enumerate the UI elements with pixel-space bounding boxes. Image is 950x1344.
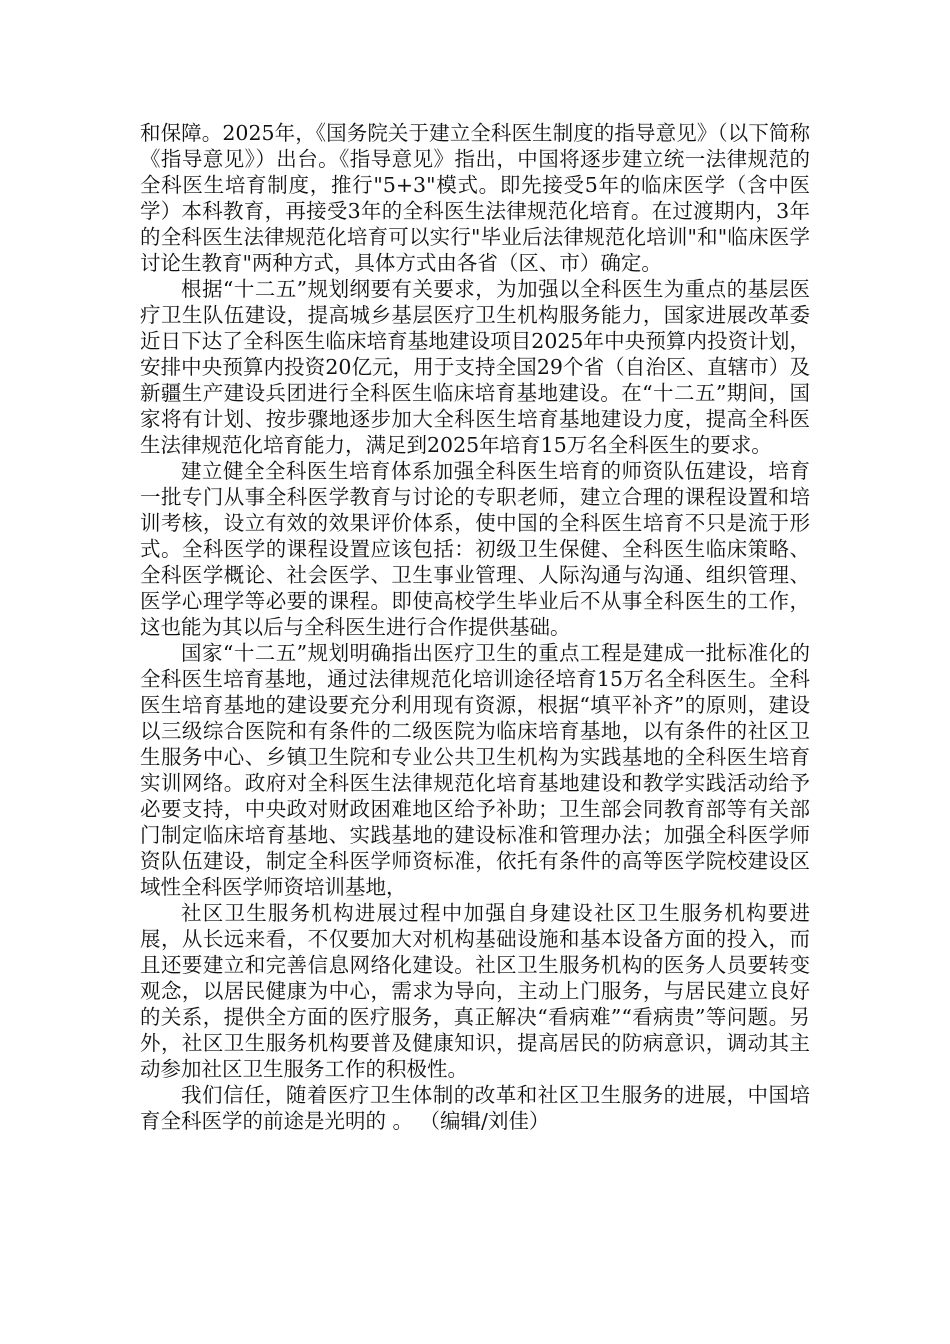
paragraph-1: 和保障。2025年，《国务院关于建立全科医生制度的指导意见》（以下简称《指导意见》）出台。《指导意见》指出，中国将逐步建立统一法律规范的全科医生培育制度，推行"5+3"模式。即先接受5年的临床医学（含中医学）本科教育，再接受3年的全科医生法律规范化培育。在过渡期内，3年的全科医生法律规范化培育可以实行"毕业后法律规范化培训"和"临床医学讨论生教育"两种方式，具体方式由各省（区、市）确定。 [140, 121, 810, 275]
paragraph-3: 建立健全全科医生培育体系加强全科医生培育的师资队伍建设，培育一批专门从事全科医学教育与讨论的专职老师，建立合理的课程设置和培训考核，设立有效的效果评价体系，使中国的全科医生培育不只是流于形式。全科医学的课程设置应该包括：初级卫生保健、全科医生临床策略、全科医学概论、社会医学、卫生事业管理、人际沟通与沟通、组织管理、医学心理学等必要的课程。即使高校学生毕业后不从事全科医生的工作，这也能为其以后与全科医生进行合作提供基础。 [140, 459, 810, 639]
paragraph-2: 根据“十二五”规划纲要有关要求，为加强以全科医生为重点的基层医疗卫生队伍建设，提高城乡基层医疗卫生机构服务能力，国家进展改革委近日下达了全科医生临床培育基地建设项目2025年中央预算内投资计划，安排中央预算内投资20亿元，用于支持全国29个省（自治区、直辖市）及新疆生产建设兵团进行全科医生临床培育基地建设。在“十二五”期间，国家将有计划、按步骤地逐步加大全科医生培育基地建设力度，提高全科医生法律规范化培育能力，满足到2025年培育15万名全科医生的要求。 [140, 277, 810, 457]
paragraph-5: 社区卫生服务机构进展过程中加强自身建设社区卫生服务机构要进展，从长远来看，不仅要加大对机构基础设施和基本设备方面的投入，而且还要建立和完善信息网络化建设。社区卫生服务机构的医务人员要转变观念，以居民健康为中心，需求为导向，主动上门服务，与居民建立良好的关系，提供全方面的医疗服务，真正解决“看病难”“看病贵”等问题。另外，社区卫生服务机构要普及健康知识，提高居民的防病意识，调动其主动参加社区卫生服务工作的积极性。 [140, 901, 810, 1081]
paragraph-6: 我们信任，随着医疗卫生体制的改革和社区卫生服务的进展，中国培育全科医学的前途是光明的 。 （编辑/刘佳） [140, 1083, 810, 1133]
document-body [140, 120, 810, 1134]
paragraph-4: 国家“十二五”规划明确指出医疗卫生的重点工程是建成一批标准化的全科医生培育基地，通过法律规范化培训途径培育15万名全科医生。全科医生培育基地的建设要充分利用现有资源，根据“填平补齐”的原则，建设以三级综合医院和有条件的二级医院为临床培育基地，以有条件的社区卫生服务中心、乡镇卫生院和专业公共卫生机构为实践基地的全科医生培育实训网络。政府对全科医生法律规范化培育基地建设和教学实践活动给予必要支持，中央政对财政困难地区给予补助；卫生部会同教育部等有关部门制定临床培育基地、实践基地的建设标准和管理办法；加强全科医学师资队伍建设，制定全科医学师资标准，依托有条件的高等医学院校建设区域性全科医学师资培训基地， [140, 641, 810, 899]
